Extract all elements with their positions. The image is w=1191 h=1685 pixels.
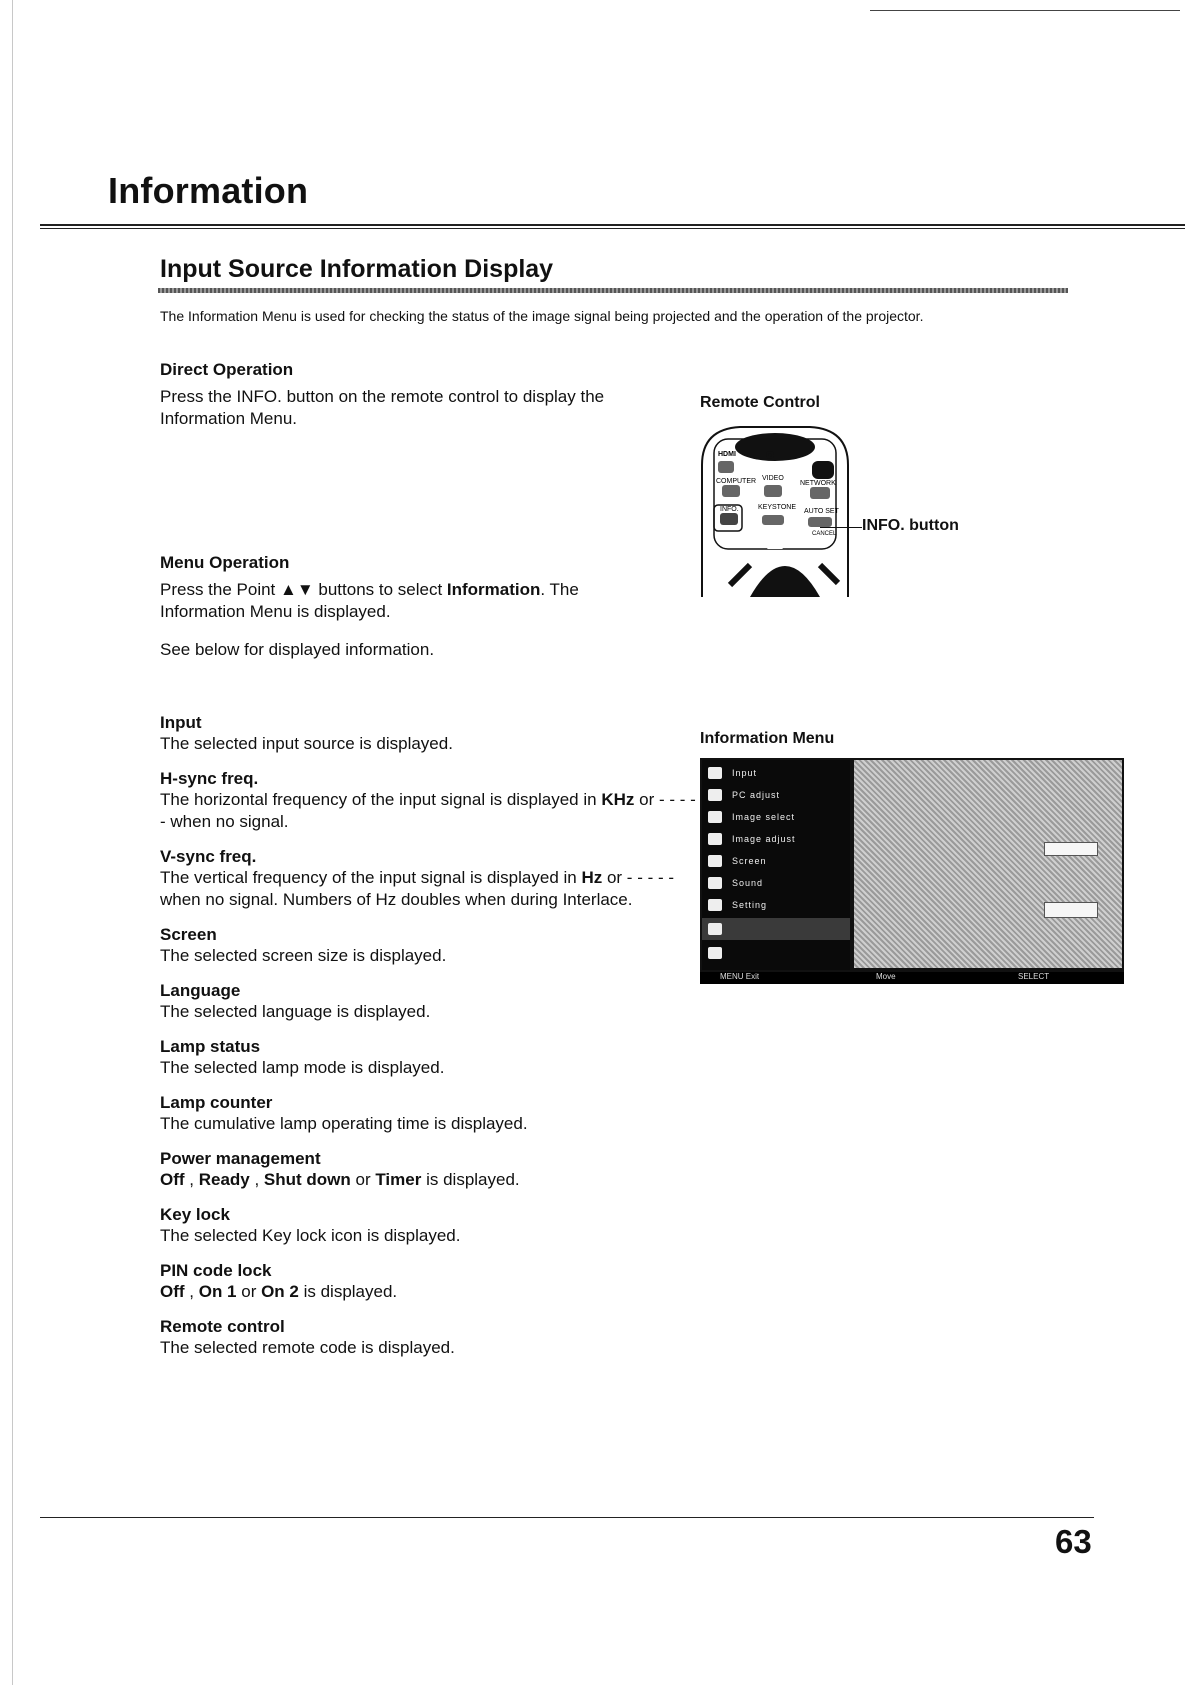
footer-rule [40,1517,1094,1518]
section-title: Input Source Information Display [160,255,554,283]
remote-cancel-label: CANCEL [812,531,837,537]
list-item [160,1317,700,1359]
item-text: The selected language is displayed. [160,1002,431,1021]
network-icon [708,947,722,959]
osd-menu-item-image-adjust [702,828,850,850]
item-text-part: , [184,1282,199,1301]
osd-info-panel [854,760,1122,968]
osd-menu-item-label: Image adjust [732,834,796,844]
item-text-part: or - - - - - when no signal. [160,790,696,831]
key-lock-icon-box [1044,842,1098,856]
page-number: 63 [1055,1523,1092,1560]
screen-icon [708,855,722,867]
list-item [160,713,700,755]
osd-select-hint: SELECT [1018,972,1050,981]
item-text-part: is displayed. [421,1170,520,1189]
osd-menu-item-label: Screen [732,856,767,866]
osd-bottom-bar [700,972,1124,984]
item-text: The cumulative lamp operating time is displayed. [160,1114,528,1133]
item-text-part-bold: KHz [601,790,635,809]
osd-menu-item-input [702,762,850,784]
menu-operation-text-bold: Information [446,580,541,599]
item-heading: Language [160,981,241,1000]
remote-computer-label: COMPUTER [716,478,757,485]
item-heading: Key lock [160,1205,230,1224]
item-text [160,1281,700,1303]
info-button-callout-line [820,527,862,528]
item-text: The selected remote code is displayed. [160,1338,455,1357]
list-item [160,1093,700,1135]
item-text-part: or [350,1170,376,1189]
osd-menu-item-pc-adjust [702,784,850,806]
osd-menu-item-image-select [702,806,850,828]
list-item [160,1149,700,1191]
osd-menu-item-network [702,942,850,964]
osd-menu-item-label: Input [732,768,758,778]
page-title: Information [108,170,309,211]
item-text-part-bold: Ready [198,1170,250,1189]
list-item [160,1261,700,1303]
direct-operation-block [160,360,650,430]
item-heading: Lamp status [160,1037,261,1056]
title-rule [40,224,1185,229]
menu-operation-block [160,553,650,661]
item-text-part-bold: Shut down [263,1170,351,1189]
item-text: The selected lamp mode is displayed. [160,1058,445,1077]
remote-caption: Remote Control [700,394,820,411]
setting-icon [708,899,722,911]
item-text-part-bold: Off [160,1170,185,1189]
menu-operation-text [160,579,650,623]
list-item [160,1037,700,1079]
remote-hdmi-label: HDMI [718,451,736,458]
osd-menu-item-screen [702,850,850,872]
information-menu-screenshot [700,758,1124,984]
item-text [160,867,700,911]
item-heading: Remote control [160,1317,285,1336]
item-heading: Lamp counter [160,1093,273,1112]
binding-line [12,0,13,1685]
item-text-part: , [249,1170,264,1189]
top-rule [870,10,1180,11]
item-text: The selected screen size is displayed. [160,946,447,965]
item-text-part: The vertical frequency of the input signal is displayed in [160,868,582,887]
item-heading: V-sync freq. [160,847,257,866]
osd-menu-item-sound [702,872,850,894]
remote-info-label: INFO. [720,506,739,513]
osd-exit-hint: MENU Exit [720,972,760,981]
intro-text: The Information Menu is used for checking the status of the image signal being projected and the operation of the projector. [160,308,924,324]
item-heading: Power management [160,1149,321,1168]
item-heading: H-sync freq. [160,769,259,788]
item-heading: PIN code lock [160,1261,272,1280]
list-item [160,1205,700,1247]
osd-menu-item-label: Sound [732,878,764,888]
item-text-part-bold: On 2 [261,1282,299,1301]
osd-menu-item-label: Setting [732,900,768,910]
item-text-part: is displayed. [298,1282,398,1301]
remote-keystone-label: KEYSTONE [758,504,796,511]
remote-control-illustration [700,425,850,597]
osd-menu-item-label: PC adjust [732,790,781,800]
osd-menu-item-label: Image select [732,812,796,822]
item-text-part: or [236,1282,262,1301]
osd-menu-item-setting [702,894,850,916]
item-heading: Screen [160,925,217,944]
item-text-part-bold: Off [160,1282,185,1301]
item-text-part-bold: On 1 [198,1282,237,1301]
remote-video-label: VIDEO [762,475,784,482]
information-items-list [160,713,700,1373]
item-text: The selected input source is displayed. [160,734,453,753]
info-button-label: INFO. button [862,517,959,534]
item-text-part-bold: Timer [375,1170,422,1189]
item-text-part: or - - - - - when no signal. Numbers of Hz doubles when during Interlace. [160,868,675,909]
direct-operation-text: Press the INFO. button on the remote control to display the Information Menu. [160,387,605,428]
item-text: The selected Key lock icon is displayed. [160,1226,461,1245]
item-text-part-bold: Hz [581,868,603,887]
osd-menu-list [702,760,850,970]
input-icon [708,767,722,779]
item-text-part: The horizontal frequency of the input signal is displayed in [160,790,602,809]
sound-icon [708,877,722,889]
list-item [160,769,700,833]
menu-operation-text-prefix: Press the Point ▲▼ buttons to select [160,580,447,599]
image-select-icon [708,811,722,823]
information-icon [708,923,722,935]
item-text [160,789,700,833]
menu-operation-heading: Menu Operation [160,553,290,572]
item-text-part: , [184,1170,199,1189]
list-item [160,925,700,967]
item-heading: Input [160,713,202,732]
list-item [160,847,700,911]
osd-move-hint: Move [876,972,896,981]
menu-operation-text-suffix: . The Information Menu is displayed. [160,580,579,621]
remote-control-svg [700,425,850,597]
osd-menu-item-information-selected [702,918,850,940]
item-text [160,1169,700,1191]
remote-code-icon-box [1044,902,1098,918]
section-rule [158,288,1068,293]
see-below-text: See below for displayed information. [160,640,435,659]
pc-adjust-icon [708,789,722,801]
osd-caption: Information Menu [700,730,835,747]
direct-operation-heading: Direct Operation [160,360,294,379]
remote-network-label: NETWORK [800,480,836,487]
remote-autoset-label: AUTO SET [804,508,839,515]
list-item [160,981,700,1023]
image-adjust-icon [708,833,722,845]
